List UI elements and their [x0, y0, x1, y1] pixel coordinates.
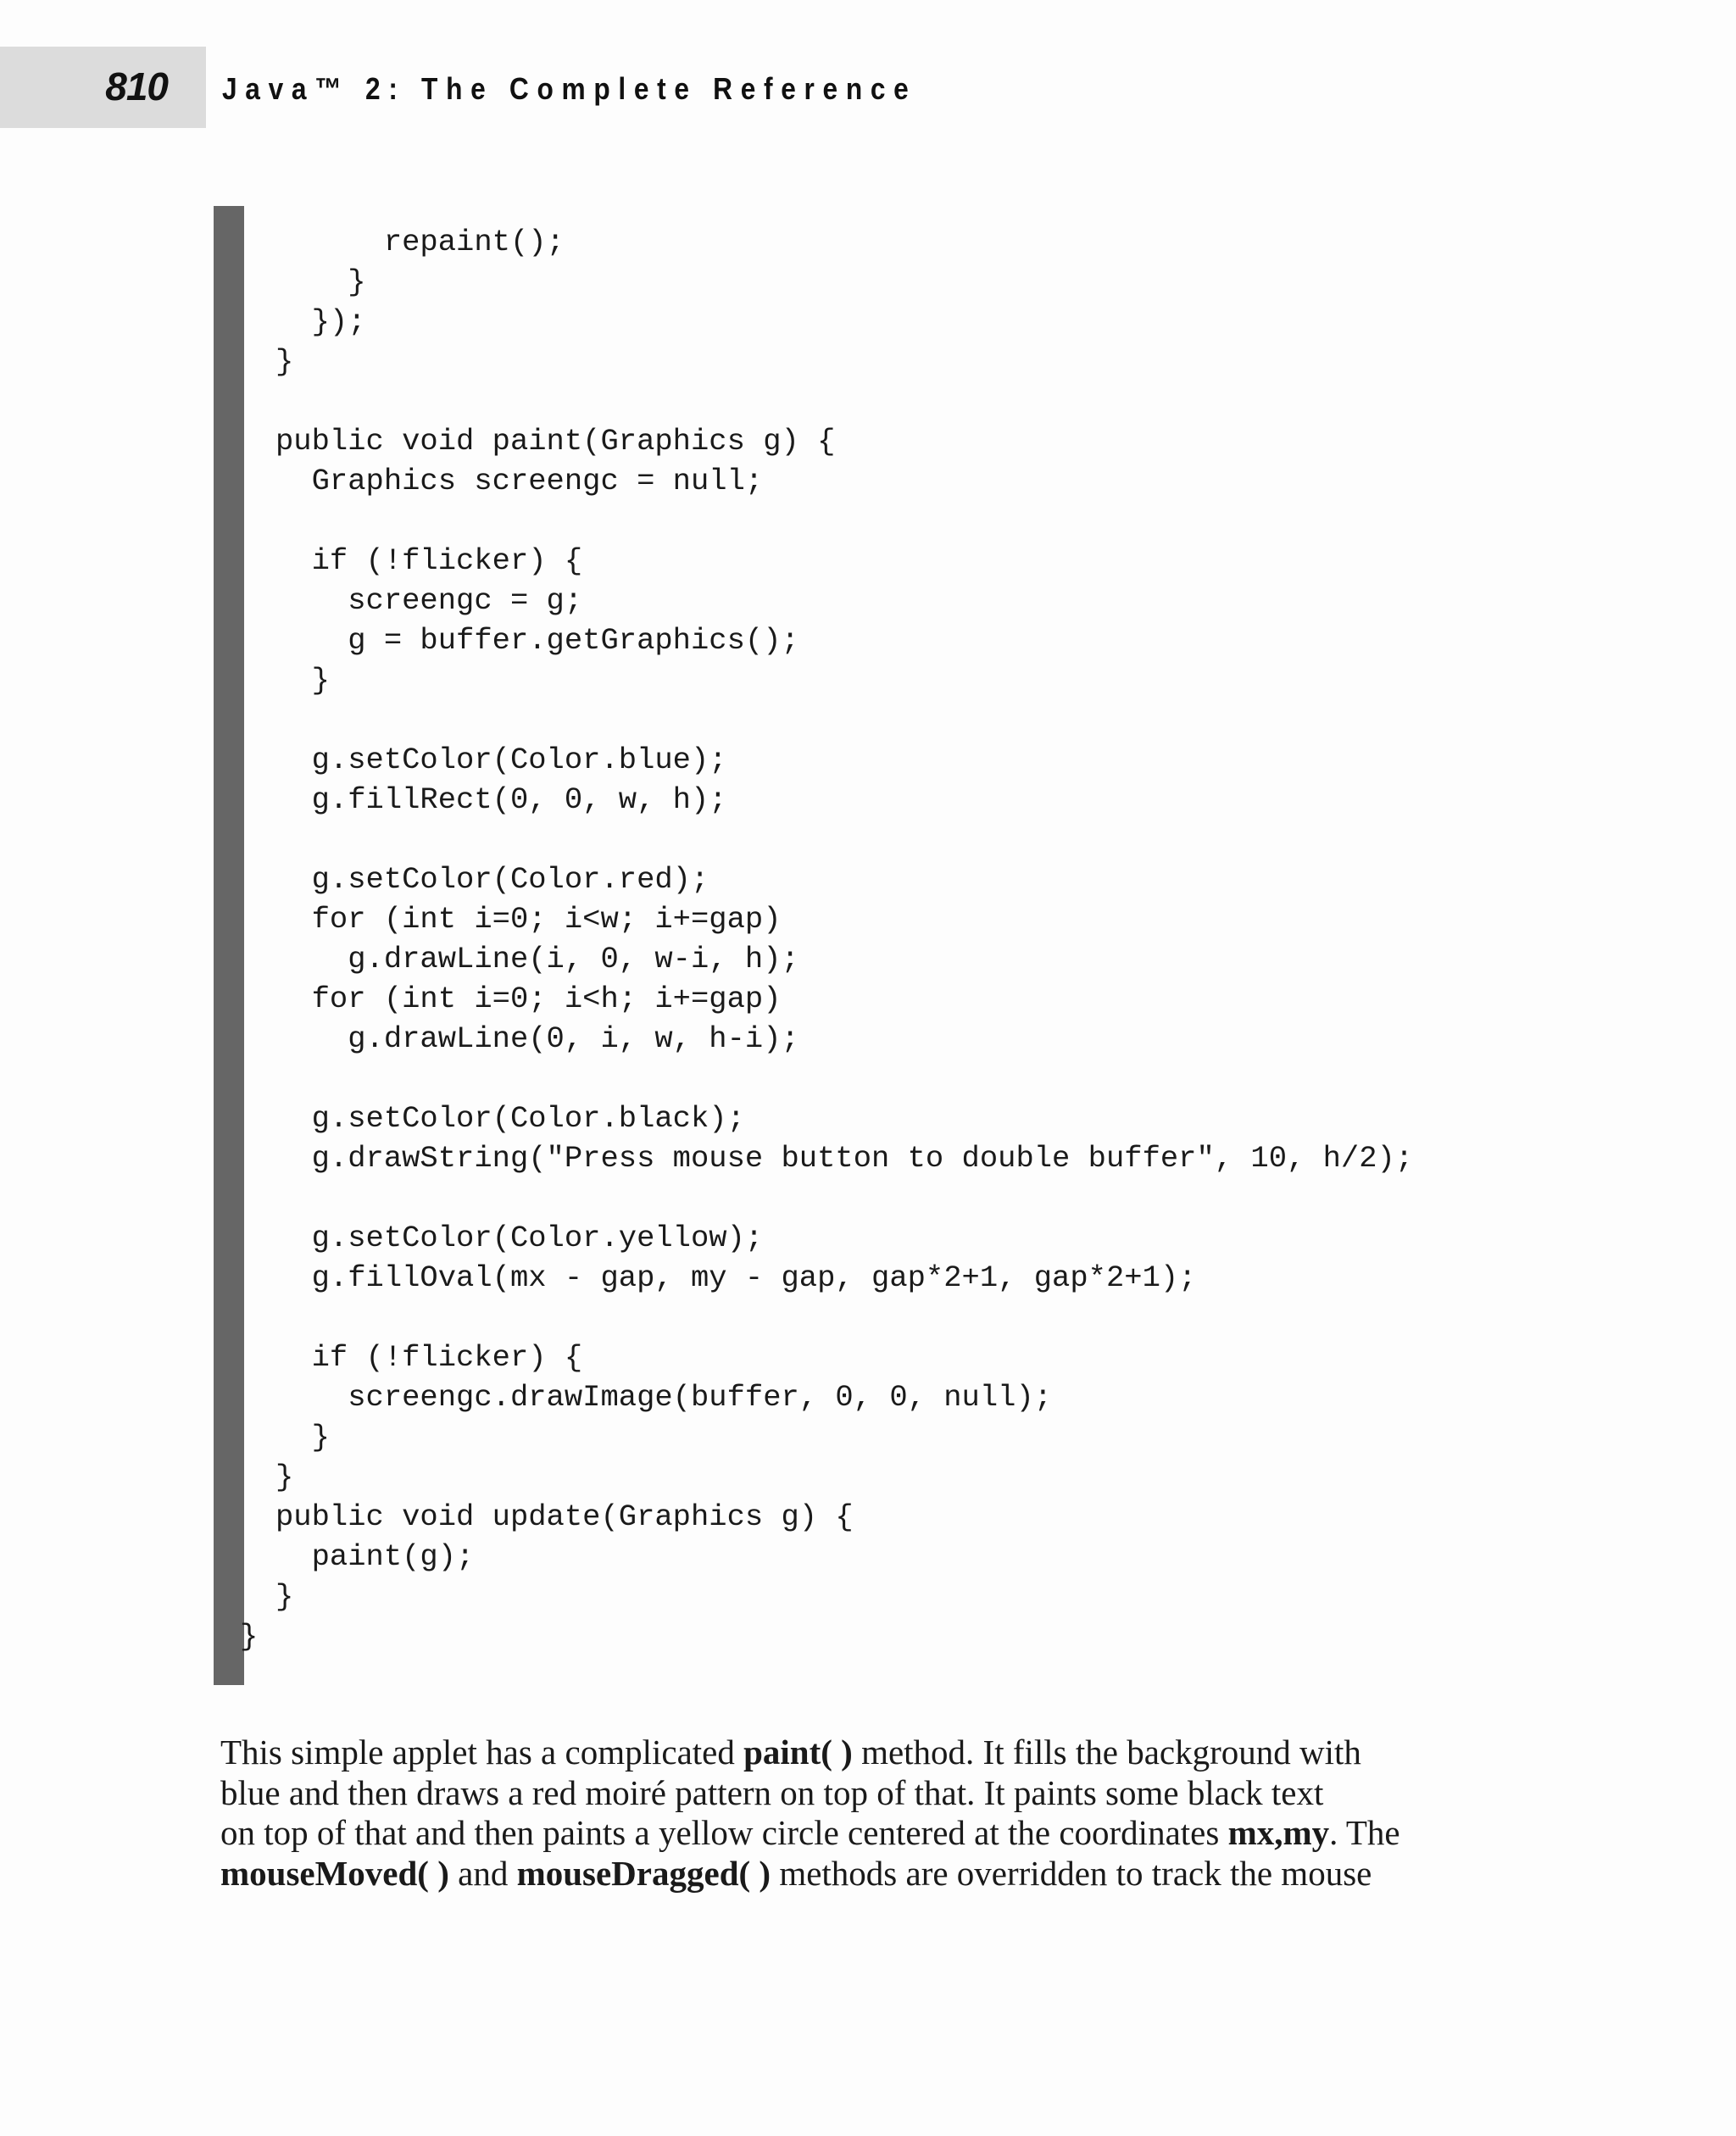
code-term-mx-my: mx,my: [1227, 1813, 1330, 1852]
code-line: screengc = g;: [275, 583, 583, 618]
running-header: Java™ 2: The Complete Reference: [222, 71, 917, 106]
code-line: g.drawLine(0, i, w, h-i);: [275, 1021, 799, 1056]
code-line: repaint();: [275, 225, 565, 259]
prose-text: . The: [1329, 1813, 1400, 1852]
page-number: 810: [105, 64, 168, 108]
code-line: if (!flicker) {: [275, 543, 583, 578]
code-line: g.fillOval(mx - gap, my - gap, gap*2+1, gap*2+1);: [275, 1260, 1197, 1295]
page-number-box: [0, 47, 206, 128]
code-line: }: [275, 1579, 294, 1614]
code-term-paint: paint( ): [743, 1733, 853, 1772]
code-line: g.fillRect(0, 0, w, h);: [275, 782, 727, 817]
code-line: g.drawLine(i, 0, w-i, h);: [275, 942, 799, 976]
code-line: g.setColor(Color.yellow);: [275, 1221, 764, 1255]
code-term-mousemoved: mouseMoved( ): [220, 1853, 449, 1893]
code-line: g.setColor(Color.black);: [275, 1101, 745, 1136]
code-line: });: [275, 304, 366, 339]
code-line: }: [275, 344, 294, 379]
code-line: for (int i=0; i<h; i+=gap): [275, 982, 782, 1016]
prose-text: This simple applet has a complicated: [220, 1733, 744, 1772]
code-line: g.setColor(Color.blue);: [275, 743, 727, 777]
code-line: Graphics screengc = null;: [275, 464, 764, 498]
code-term-mousedragged: mouseDragged( ): [516, 1853, 771, 1893]
code-line: }: [275, 1460, 294, 1494]
code-line: public void update(Graphics g) {: [275, 1499, 854, 1534]
code-listing: [240, 222, 1700, 1680]
code-line: paint(g);: [275, 1539, 475, 1574]
body-paragraph: [220, 1733, 1475, 1894]
prose-text: blue and then draws a red moiré pattern on top of that. It paints some black text: [220, 1772, 1324, 1812]
code-line: }: [275, 264, 366, 299]
code-line: g.drawString("Press mouse button to double buffer", 10, h/2);: [275, 1141, 1414, 1176]
code-line: if (!flicker) {: [275, 1340, 583, 1375]
code-closing-brace: }: [240, 1619, 259, 1654]
code-line: }: [275, 663, 330, 698]
code-line: g = buffer.getGraphics();: [275, 623, 799, 658]
code-line: for (int i=0; i<w; i+=gap): [275, 902, 782, 937]
code-line: }: [275, 1420, 330, 1455]
prose-text: methods are overridden to track the mouse: [771, 1853, 1372, 1893]
prose-text: method. It fills the background with: [852, 1733, 1361, 1772]
code-listing-bar: [214, 206, 244, 1685]
code-line: g.setColor(Color.red);: [275, 862, 709, 897]
prose-text: and: [448, 1853, 517, 1893]
code-line: screengc.drawImage(buffer, 0, 0, null);: [275, 1380, 1053, 1415]
code-line: public void paint(Graphics g) {: [275, 424, 836, 459]
prose-text: on top of that and then paints a yellow circle centered at the coordinates: [220, 1813, 1228, 1852]
